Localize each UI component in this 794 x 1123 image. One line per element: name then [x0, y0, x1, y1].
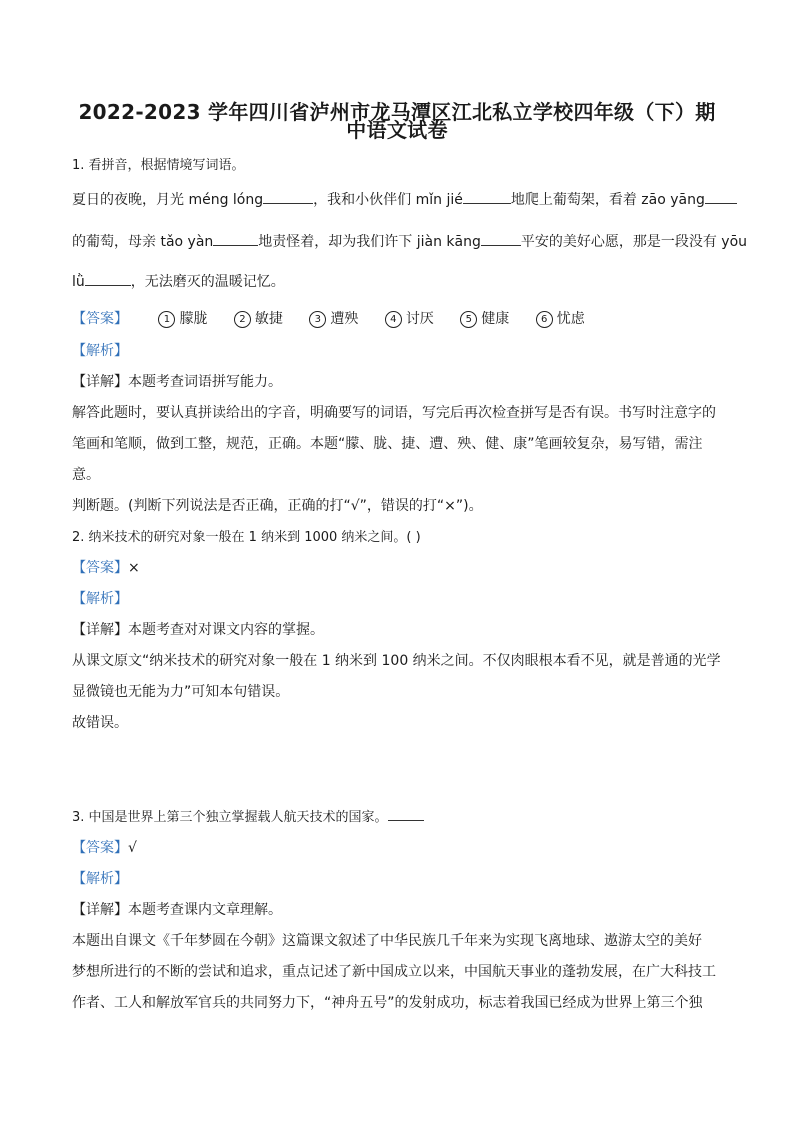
answer-blank[interactable]: [463, 189, 511, 204]
answer-text: 健康: [481, 311, 510, 327]
answer-text: 讨厌: [405, 311, 434, 327]
explanation-text: 解答此题时，要认真拼读给出的字音，明确要写的词语，写完后再次检查拼写是否有误。书写时注意字的: [72, 405, 716, 421]
q1-detail: [72, 371, 734, 391]
answer-item: [536, 308, 585, 328]
q1-paragraph-line1: [72, 189, 734, 209]
answer-text: 朦胧: [179, 311, 208, 327]
number-marker: 3: [309, 311, 326, 328]
number-marker: 6: [536, 311, 553, 328]
explanation-text: 本题出自课文《千年梦圆在今朝》这篇课文叙述了中华民族几千年来为实现飞离地球、遨游太空的美好: [72, 933, 702, 949]
document-title-line1: 2022-2023 学年四川省泸州市龙马潭区江北私立学校四年级（下）期: [78, 100, 716, 124]
q1-text: 的葡萄，母亲 tǎo yàn: [72, 234, 214, 250]
q1-text: ，无法磨灭的温暖记忆。: [130, 274, 285, 290]
number-marker: 1: [158, 311, 175, 328]
answer-blank[interactable]: [263, 189, 313, 204]
answer-text: √: [128, 840, 137, 856]
detail-text: 本题考查对对课文内容的掌握。: [128, 622, 324, 638]
answer-tag: 【答案】: [72, 840, 128, 856]
detail-tag: 【详解】: [72, 622, 128, 638]
section-heading: 判断题。(判断下列说法是否正确，正确的打“√”，错误的打“×”)。: [72, 498, 483, 514]
explanation-text: 梦想所进行的不断的尝试和追求，重点记述了新中国成立以来，中国航天事业的蓬勃发展，在广大科技工: [72, 964, 716, 980]
answer-blank[interactable]: [388, 806, 424, 821]
q3-stem-text: 3. 中国是世界上第三个独立掌握载人航天技术的国家。: [72, 810, 388, 825]
q1-stem: 1. 看拼音，根据情境写词语。: [72, 158, 245, 173]
q1-paragraph-line2: [72, 231, 748, 251]
number-marker: 4: [385, 311, 402, 328]
detail-tag: 【详解】: [72, 374, 128, 390]
q2-answer-row: [72, 557, 734, 577]
q1-paragraph-line3: [72, 271, 734, 291]
answer-blank[interactable]: [705, 189, 737, 204]
answer-text: ×: [128, 560, 140, 576]
answer-text: 敏捷: [254, 311, 283, 327]
explanation-text: 意。: [72, 467, 100, 483]
explanation-text: 作者、工人和解放军官兵的共同努力下，“神舟五号”的发射成功，标志着我国已经成为世界上第三个独: [72, 995, 703, 1011]
analysis-tag: 【解析】: [72, 591, 128, 607]
detail-text: 本题考查词语拼写能力。: [128, 374, 282, 390]
q1-text: 地爬上葡萄架，看着 zāo yāng: [510, 192, 705, 208]
answer-item: [234, 308, 283, 328]
q1-text: 夏日的夜晚，月光 méng lóng: [72, 192, 264, 208]
answer-blank[interactable]: [213, 231, 258, 246]
number-marker: 2: [234, 311, 251, 328]
document-title-line2: 中语文试卷: [346, 118, 448, 142]
q1-text: 地责怪着，却为我们许下 jiàn kāng: [258, 234, 481, 250]
answer-blank[interactable]: [85, 271, 131, 286]
answer-item: [158, 308, 207, 328]
detail-text: 本题考查课内文章理解。: [128, 902, 282, 918]
explanation-text: 显微镜也无能为力”可知本句错误。: [72, 684, 290, 700]
q2-stem: 2. 纳米技术的研究对象一般在 1 纳米到 1000 纳米之间。( ): [72, 530, 421, 545]
q2-detail: [72, 619, 734, 639]
q3-stem: [72, 806, 734, 825]
analysis-tag: 【解析】: [72, 871, 128, 887]
answer-item: [309, 308, 358, 328]
answer-item: [385, 308, 434, 328]
detail-tag: 【详解】: [72, 902, 128, 918]
answer-text: 遭殃: [330, 311, 359, 327]
q3-detail: [72, 899, 734, 919]
explanation-text: 故错误。: [72, 715, 128, 731]
q1-text: ，我和小伙伴们 mǐn jié: [313, 192, 463, 208]
q3-answer-row: [72, 837, 734, 857]
q1-text: lǜ: [72, 274, 85, 290]
q1-text: 平安的美好心愿，那是一段没有 yōu: [520, 234, 748, 250]
analysis-tag: 【解析】: [72, 343, 128, 359]
explanation-text: 从课文原文“纳米技术的研究对象一般在 1 纳米到 100 纳米之间。不仅肉眼根本看不见，就是普通的光学: [72, 653, 721, 669]
answer-text: 忧虑: [556, 311, 585, 327]
q1-answer-row: [72, 308, 734, 328]
answer-item: [460, 308, 509, 328]
number-marker: 5: [460, 311, 477, 328]
explanation-text: 笔画和笔顺，做到工整，规范，正确。本题“朦、胧、捷、遭、殃、健、康”笔画较复杂，易写错，需注: [72, 436, 703, 452]
answer-tag: 【答案】: [72, 560, 128, 576]
answer-tag: 【答案】: [72, 311, 128, 327]
answer-blank[interactable]: [481, 231, 521, 246]
